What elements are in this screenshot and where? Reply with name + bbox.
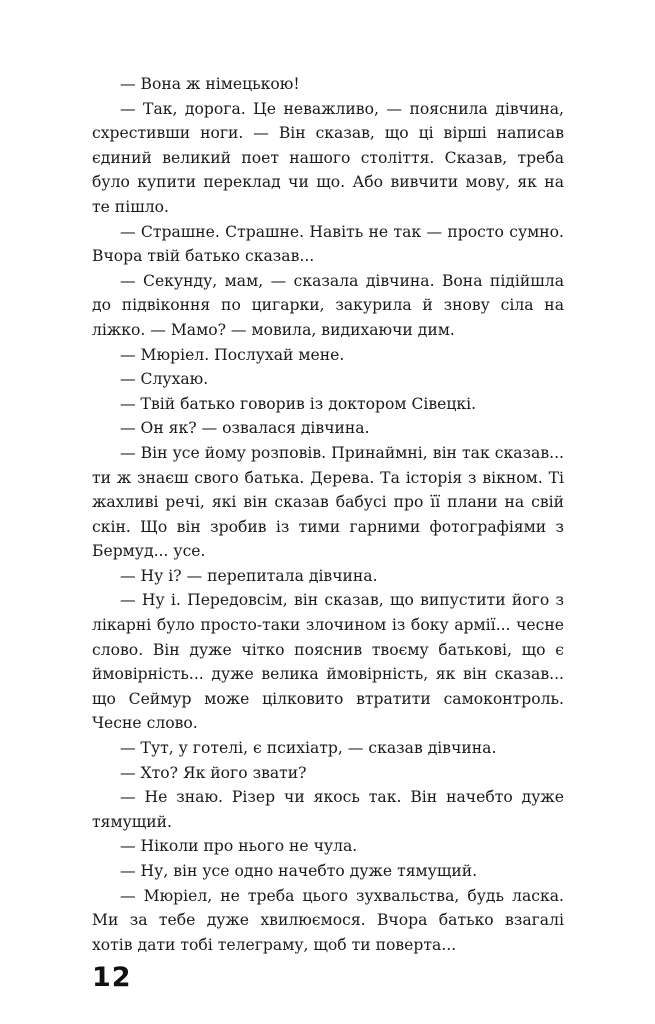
paragraph: — Твій батько говорив із доктором Сівецкі. (120, 394, 477, 413)
paragraph: — Мюріел, не треба цього зухвальства, будь ласка. Ми за тебе дуже хвилюємося. Вчора батько взагалі хотів дати тобі телеграму, щоб ти поверта... (92, 886, 564, 954)
paragraph: — Тут, у готелі, є психіатр, — сказав дівчина. (120, 739, 497, 758)
paragraph: — Не знаю. Різер чи якось так. Він начебто дуже тямущий. (92, 788, 564, 831)
paragraph: — Вона ж німецькою! (120, 75, 300, 93)
paragraph: — Мюріел. Послухай мене. (120, 345, 345, 364)
paragraph: — Ну, він усе одно начебто дуже тямущий. (120, 862, 478, 880)
paragraph: — Секунду, мам, — сказала дівчина. Вона підійшла до підвіконня по цигарки, закурила й знову сіла на ліжко. — Мамо? — мовила, видихаючи дим. (92, 271, 564, 339)
paragraph: — Он як? — озвалася дівчина. (120, 419, 370, 438)
paragraph: — Страшне. Страшне. Навіть не так — просто сумно. Вчора твій батько сказав... (92, 222, 564, 266)
paragraph: — Слухаю. (120, 370, 209, 389)
page-text (92, 72, 564, 957)
paragraph: — Ніколи про нього не чула. (120, 837, 358, 856)
paragraph: — Ну і? — перепитала дівчина. (120, 566, 378, 585)
paragraph: — Ну і. Передовсім, він сказав, що випустити його з лікарні було просто-таки злочином із боку армії... чесне слово. Він дуже чітко пояснив твоєму батькові, що є ймовірність... дуже велика ймовірність, як він сказав... що Сеймур може цілковито втратити самоконтроль. Чесне слово. (92, 591, 564, 733)
page-number: 12 (92, 962, 132, 993)
paragraph: — Так, дорога. Це неважливо, — пояснила дівчина, схрестивши ноги. — Він сказав, що ці вірші написав єдиний великий поет нашого століття. Сказав, треба було купити переклад чи що. Або вивчити мову, як на те пішло. (92, 99, 564, 216)
paragraph: — Хто? Як його звати? (120, 763, 307, 782)
paragraph: — Він усе йому розповів. Принаймні, він так сказав... ти ж знаєш свого батька. Дерева. Та історія з вікном. Ті жахливі речі, які він сказав бабусі про її плани на свій скін. Що він зробив із тими гарними фотографіями з Бермуд... усе. (92, 443, 564, 561)
